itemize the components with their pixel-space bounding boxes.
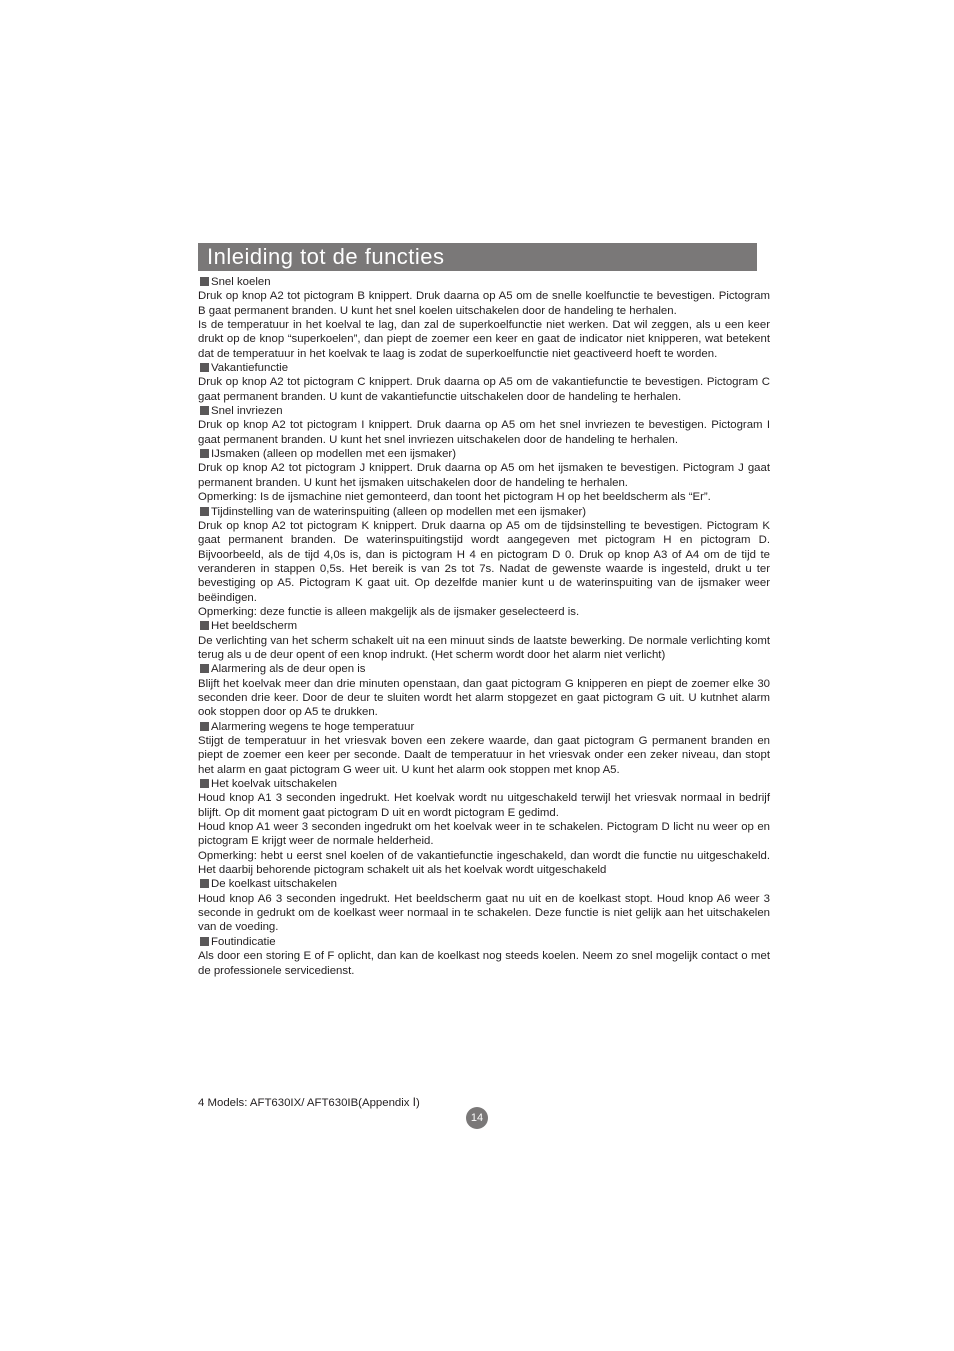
section-paragraph: Druk op knop A2 tot pictogram B knippert. Druk daarna op A5 om de snelle koelfunctie te bevestigen. Pictogram B gaat permanent branden. U kunt het snel koelen uitschakelen door de handeling te herhalen.: [198, 290, 770, 317]
section-paragraph: Druk op knop A2 tot pictogram J knippert. Druk daarna op A5 om het ijsmaken te bevestigen. Pictogram J gaat permanent branden. U kunt het ijsmaken uitschakelen door de handeling te herhalen.: [198, 462, 770, 489]
section-heading: [198, 662, 770, 676]
page-number: 14: [466, 1107, 488, 1129]
square-bullet-icon: [200, 406, 209, 415]
document-body: [198, 275, 770, 978]
section-heading: [198, 877, 770, 891]
section-paragraph: Druk op knop A2 tot pictogram C knippert. Druk daarna op A5 om de vakantiefunctie te bevestigen. Pictogram C gaat permanent branden. U kunt de vakantiefunctie uitschakelen door de handeling te herhalen.: [198, 376, 770, 403]
section-heading-label: Het beeldscherm: [211, 620, 298, 633]
section-paragraph: Stijgt de temperatuur in het vriesvak boven een zekere waarde, dan gaat pictogram G permanent branden en piept de zoemer een keer per seconde. Daalt de temperatuur in het vriesvak onder een zeker niveau, dan stopt het alarm en gaat pictogram G weer uit. U kunt het alarm ook stoppen met knop A5.: [198, 735, 770, 776]
section-paragraph: Houd knop A1 weer 3 seconden ingedrukt om het koelvak weer in te schakelen. Pictogram D licht nu weer op en pictogram E krijgt weer de normale helderheid.: [198, 821, 770, 848]
square-bullet-icon: [200, 937, 209, 946]
page-title: Inleiding tot de functies: [207, 244, 445, 269]
square-bullet-icon: [200, 363, 209, 372]
section-heading: [198, 777, 770, 791]
section-heading: [198, 404, 770, 418]
section-paragraph: Houd knop A1 3 seconden ingedrukt. Het koelvak wordt nu uitgeschakeld terwijl het vriesvak normaal in bedrijf blijft. Op dit moment gaat pictogram D uit en wordt pictogram E gedimd.: [198, 792, 770, 819]
section-heading-label: Alarmering als de deur open is: [211, 663, 366, 676]
footer-models: 4 Models: AFT630IX/ AFT630IB(Appendix Ⅰ): [198, 1097, 420, 1109]
square-bullet-icon: [200, 779, 209, 788]
square-bullet-icon: [200, 277, 209, 286]
section-heading-label: Alarmering wegens te hoge temperatuur: [211, 720, 415, 733]
section-paragraph: Druk op knop A2 tot pictogram I knippert. Druk daarna op A5 om het snel invriezen te bevestigen. Pictogram I gaat permanent branden. U kunt het snel invriezen uitschakelen door de handeling te herhalen.: [198, 419, 770, 446]
section-heading: [198, 720, 770, 734]
section-paragraph: Houd knop A6 3 seconden ingedrukt. Het beeldscherm gaat nu uit en de koelkast stopt. Houd knop A6 weer 3 seconde in gedrukt om de koelkast weer normaal in te schakelen. Deze functie is niet gelijk aan het uitschakelen van de voeding.: [198, 892, 770, 934]
section-heading-label: Vakantiefunctie: [211, 362, 289, 375]
section-paragraph: Als door een storing E of F oplicht, dan kan de koelkast nog steeds koelen. Neem zo snel mogelijk contact o met de professionele servicedienst.: [198, 950, 770, 977]
section-heading-label: Tijdinstelling van de waterinspuiting (alleen op modellen met een ijsmaker): [211, 505, 587, 518]
section-paragraph: Opmerking: Is de ijsmachine niet gemonteerd, dan toont het pictogram H op het beeldscherm als “Er”.: [198, 491, 711, 504]
section-paragraph: Opmerking: deze functie is alleen makgelijk als de ijsmaker geselecteerd is.: [198, 605, 580, 618]
square-bullet-icon: [200, 621, 209, 630]
square-bullet-icon: [200, 507, 209, 516]
section-heading-label: Snel koelen: [211, 276, 271, 288]
section-paragraph: Opmerking: hebt u eerst snel koelen of de vakantiefunctie ingeschakeld, dan wordt die functie nu uitgeschakeld. Het daarbij behorende pictogram schakelt uit als het koelvak wordt uitgeschakeld: [198, 849, 770, 877]
section-paragraph: De verlichting van het scherm schakelt uit na een minuut sinds de laatste bewerking. De normale verlichting komt terug als u de deur opent of een knop indrukt. (Het scherm wordt door het alarm niet verlicht): [198, 634, 770, 661]
section-heading-label: Foutindicatie: [211, 935, 276, 948]
section-heading: [198, 505, 770, 519]
section-heading: [198, 361, 770, 375]
square-bullet-icon: [200, 879, 209, 888]
section-heading-label: Het koelvak uitschakelen: [211, 778, 337, 791]
section-paragraph: Is de temperatuur in het koelval te lag, dan zal de superkoelfunctie niet werken. Dat wil zeggen, als u een keer drukt op de knop “superkoelen”, dan piept de zoemer een keer en gaat de indicator niet knipperen, wat betekent dat de temperatuur in het koelvak te laag is zodat de superkoelfunctie niet geactiveerd hoeft te worden.: [198, 319, 770, 360]
section-paragraph: Blijft het koelvak meer dan drie minuten openstaan, dan gaat pictogram G knipperen en piept de zoemer elke 30 seconden drie keer. Door de deur te sluiten wordt het alarm stopgezet en gaat pictogram G uit. U kutnhet alarm ook stoppen door op A5 te drukken.: [198, 677, 770, 719]
square-bullet-icon: [200, 449, 209, 458]
section-title-bar: [198, 243, 757, 271]
section-heading: [198, 447, 770, 461]
section-heading-label: Snel invriezen: [211, 405, 283, 418]
square-bullet-icon: [200, 664, 209, 673]
section-paragraph: Druk op knop A2 tot pictogram K knippert. Druk daarna op A5 om de tijdsinstelling te bevestigen. Pictogram K gaat permanent branden. De waterinspuitingstijd wordt aangegeven met pictogram H en pictogram D. Bijvoorbeeld, als de tijd 4,0s is, dan is pictogram H 4 en pictogram D 0. Druk op knop A3 of A4 om de tijd te veranderen in stappen 0,5s. Het bereik is van 2s tot 7s. Nadat de gewenste waarde is ingesteld, drukt u ter bevestiging op A5. Pictogram K gaat uit. Op dezelfde manier kunt u de waterinspuiting van de ijsmaker weer beëindigen.: [198, 519, 770, 604]
section-heading: [198, 935, 770, 949]
section-heading: [198, 619, 770, 633]
square-bullet-icon: [200, 722, 209, 731]
section-heading-label: IJsmaken (alleen op modellen met een ijsmaker): [211, 448, 457, 461]
section-heading: [198, 275, 770, 289]
section-heading-label: De koelkast uitschakelen: [211, 878, 337, 891]
